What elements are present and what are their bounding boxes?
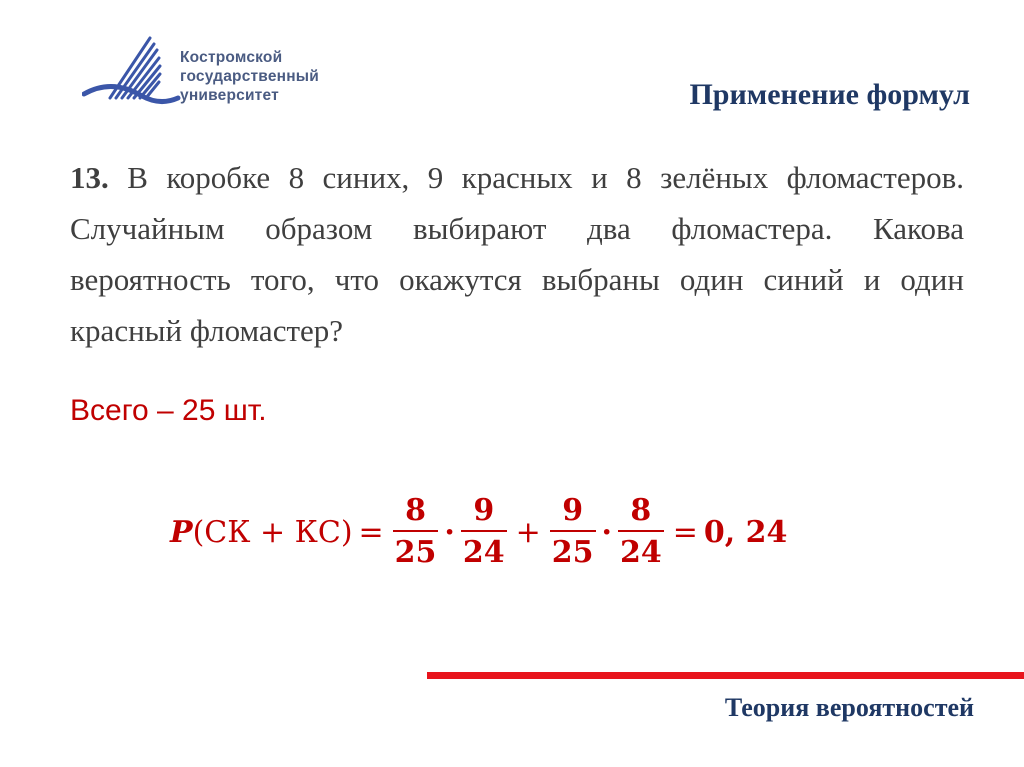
footer-divider [427, 672, 1024, 679]
fraction-denominator: 25 [394, 535, 437, 570]
logo-line: университет [180, 87, 279, 104]
probability-formula [170, 482, 787, 582]
fraction-numerator: 8 [405, 493, 426, 528]
formula-p: P [170, 514, 193, 550]
formula-multiply: · [601, 514, 612, 550]
formula-plus: + [515, 514, 541, 550]
fraction-numerator: 9 [473, 493, 495, 528]
footer-title: Теория вероятностей [724, 693, 974, 722]
fraction-denominator: 24 [462, 535, 505, 570]
formula-result: 0, 24 [703, 514, 788, 550]
university-logo [82, 34, 342, 114]
total-count: Всего – 25 шт. [70, 394, 267, 427]
fraction-denominator: 24 [619, 535, 662, 570]
formula-multiply: · [444, 514, 455, 550]
fraction-denominator: 25 [551, 535, 594, 570]
university-emblem-icon [82, 34, 182, 114]
formula-event: (СК + КС) [192, 514, 353, 550]
logo-text [180, 48, 319, 105]
logo-line: Костромской [180, 49, 283, 66]
problem-statement [70, 152, 964, 356]
slide-title: Применение формул [689, 78, 970, 111]
problem-text: В коробке 8 синих, 9 красных и 8 зелёных фломастеров. Случайным образом выбирают два фломастера. Какова вероятность того, что окажутся выбраны один синий и один красный фломастер? [70, 160, 964, 348]
fraction-2 [461, 494, 507, 570]
fraction-4 [618, 494, 664, 570]
formula-equals: = [358, 514, 384, 550]
logo-line: государственный [180, 68, 319, 85]
fraction-3 [550, 494, 596, 570]
fraction-numerator: 9 [562, 493, 584, 528]
fraction-1 [393, 494, 439, 570]
formula-equals: = [672, 514, 698, 550]
fraction-numerator: 8 [630, 493, 652, 528]
problem-number: 13. [70, 160, 109, 195]
